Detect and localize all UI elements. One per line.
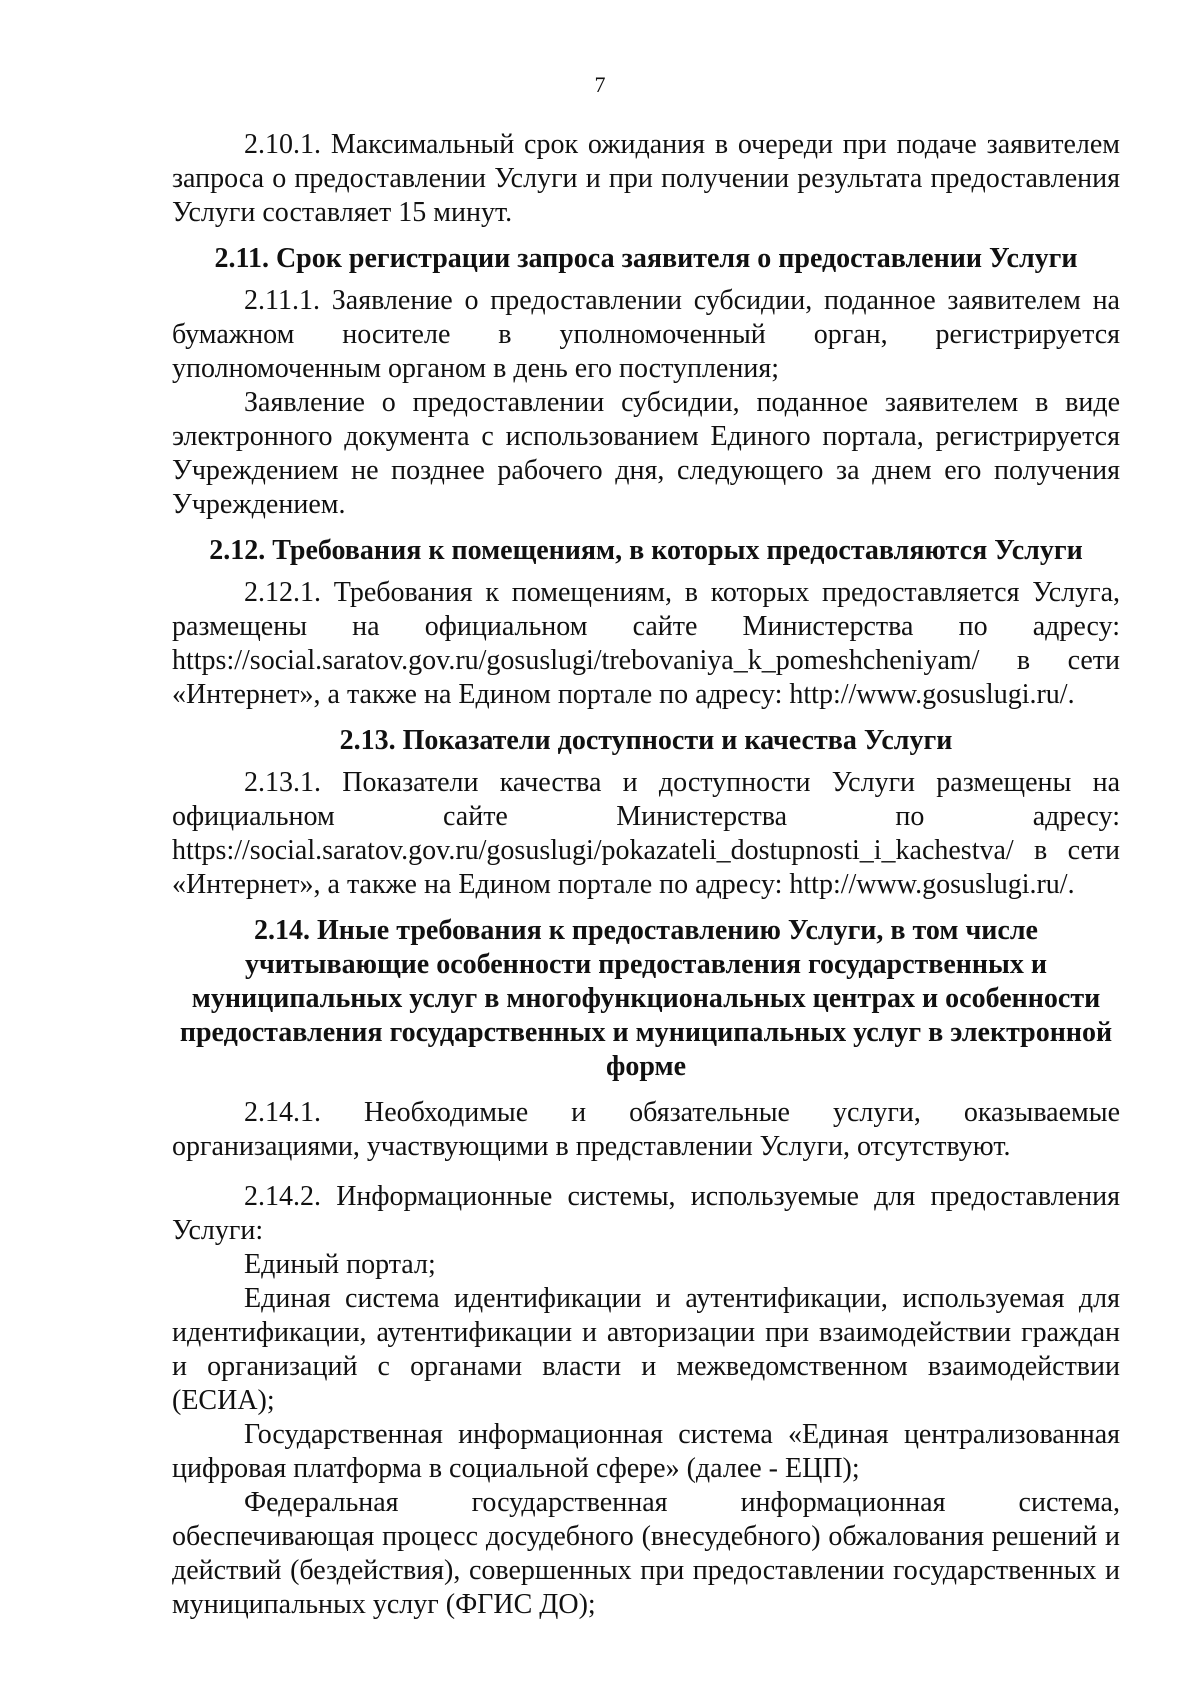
- list-item-unified-portal: Единый портал;: [244, 1249, 436, 1280]
- section-heading-2-12: 2.12. Требования к помещениям, в которых предоставляются Услуги: [209, 535, 1083, 566]
- list-item-esia: Единая система идентификации и аутентификации, используемая для идентификации, аутентификации и авторизации при взаимодействии граждан и организаций с органами власти и межведомственном взаимодействии (ЕСИА);: [172, 1283, 1120, 1416]
- paragraph-2-14-1: 2.14.1. Необходимые и обязательные услуги, оказываемые организациями, участвующими в представлении Услуги, отсутствуют.: [172, 1097, 1120, 1162]
- page-number: 7: [594, 72, 606, 97]
- section-heading-2-14: 2.14. Иные требования к предоставлению Услуги, в том числе учитывающие особенности предоставления государственных и муниципальных услуг в многофункциональных центрах и особенности предоставления государственных и муниципальных услуг в электронной форме: [179, 915, 1113, 1082]
- paragraph-2-12-1: 2.12.1. Требования к помещениям, в которых предоставляется Услуга, размещены на официальном сайте Министерства по адресу: https://social.saratov.gov.ru/gosuslugi/trebovaniya_k_pomeshcheniyam/ в сети «Интернет», а также на Едином портале по адресу: http://www.gosuslugi.ru/.: [172, 577, 1120, 710]
- list-item-ecp: Государственная информационная система «Единая централизованная цифровая платформа в социальной сфере» (далее - ЕЦП);: [172, 1419, 1120, 1484]
- paragraph-2-13-1: 2.13.1. Показатели качества и доступности Услуги размещены на официальном сайте Министерства по адресу: https://social.saratov.gov.ru/gosuslugi/pokazateli_dostupnosti_i_kachestva/ в сети «Интернет», а также на Едином портале по адресу: http://www.gosuslugi.ru/.: [172, 767, 1120, 900]
- paragraph-2-10-1: 2.10.1. Максимальный срок ожидания в очереди при подаче заявителем запроса о предоставлении Услуги и при получении результата предоставления Услуги составляет 15 минут.: [172, 129, 1120, 228]
- paragraph-2-11-1: 2.11.1. Заявление о предоставлении субсидии, поданное заявителем на бумажном носителе в уполномоченный орган, регистрируется уполномоченным органом в день его поступления;: [172, 285, 1120, 384]
- section-heading-2-13: 2.13. Показатели доступности и качества Услуги: [339, 725, 953, 756]
- paragraph-electronic-application: Заявление о предоставлении субсидии, поданное заявителем в виде электронного документа с использованием Единого портала, регистрируется Учреждением не позднее рабочего дня, следующего за днем его получения Учреждением.: [172, 387, 1120, 520]
- document-body: [172, 128, 1120, 1622]
- paragraph-2-14-2: 2.14.2. Информационные системы, используемые для предоставления Услуги:: [172, 1181, 1120, 1246]
- section-heading-2-11: 2.11. Срок регистрации запроса заявителя о предоставлении Услуги: [214, 243, 1078, 274]
- list-item-fgis-do: Федеральная государственная информационная система, обеспечивающая процесс досудебного (внесудебного) обжалования решений и действий (бездействия), совершенных при предоставлении государственных и муниципальных услуг (ФГИС ДО);: [172, 1487, 1120, 1620]
